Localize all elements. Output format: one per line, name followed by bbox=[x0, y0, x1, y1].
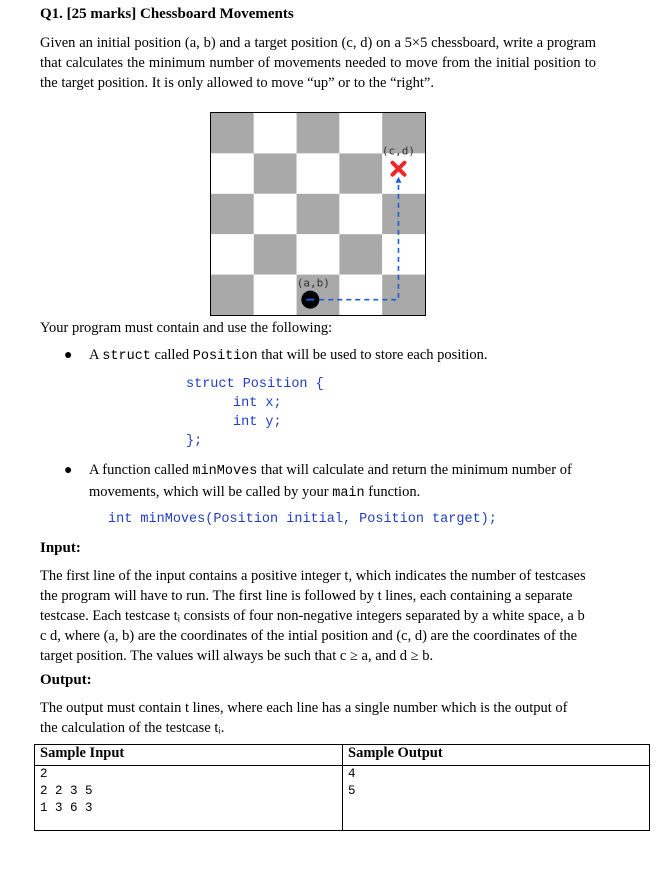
sample-input-cell bbox=[35, 766, 343, 831]
struct-line-1: struct Position { bbox=[186, 377, 324, 392]
bullet-icon: ● bbox=[64, 348, 73, 363]
board-square bbox=[297, 194, 340, 234]
question-intro: Given an initial position (a, b) and a target position (c, d) on a 5×5 chessboard, write a program that calculates the minimum number of movements needed to move from the initial position to the target position. It is only allowed to move “up” or to the “right”. bbox=[40, 35, 596, 91]
sample-output-cell bbox=[343, 766, 650, 831]
sample-table bbox=[34, 744, 650, 831]
sample-input-line: 1 3 6 3 bbox=[40, 801, 93, 815]
board-square bbox=[339, 275, 382, 315]
board-square bbox=[254, 194, 297, 234]
board-square bbox=[254, 113, 297, 153]
board-square bbox=[211, 234, 254, 274]
function-requirement: A function called minMoves that will calculate and return the minimum number of bbox=[89, 462, 572, 479]
board-square bbox=[382, 234, 425, 274]
board-square bbox=[382, 275, 425, 315]
board-square bbox=[254, 234, 297, 274]
board-square bbox=[297, 153, 340, 193]
sample-output-header: Sample Output bbox=[343, 745, 650, 766]
struct-line-3: int y; bbox=[233, 415, 282, 430]
question-title: Q1. [25 marks] Chessboard Movements bbox=[40, 6, 294, 22]
board-square bbox=[297, 113, 340, 153]
board-square bbox=[211, 153, 254, 193]
board-square bbox=[211, 194, 254, 234]
sample-output-line: 4 bbox=[348, 767, 356, 781]
sample-input-header: Sample Input bbox=[35, 745, 343, 766]
board-square bbox=[211, 113, 254, 153]
board-square bbox=[339, 234, 382, 274]
input-description: The first line of the input contains a positive integer t, which indicates the number of testcases the program will have to run. The first line is followed by t lines, each containing a separate testcase. Each testcase tᵢ consists of four non-negative integers separated by a white space, a b c d, where (a, b) are the coordinates of the intial position and (c, d) are the coordinates of the target position. The values will always be such that c ≥ a, and d ≥ b. bbox=[40, 568, 586, 664]
sample-output-line: 5 bbox=[348, 784, 356, 798]
function-requirement-line2: movements, which will be called by your main function. bbox=[89, 484, 421, 501]
struct-requirement: A struct called Position that will be used to store each position. bbox=[89, 347, 488, 364]
sample-input-line: 2 bbox=[40, 767, 48, 781]
output-description: The output must contain t lines, where each line has a single number which is the output of the calculation of the testcase tᵢ. bbox=[40, 700, 568, 736]
function-signature: int minMoves(Position initial, Position target); bbox=[108, 512, 497, 527]
struct-line-4: }; bbox=[186, 434, 203, 449]
start-label: (a,b) bbox=[296, 276, 330, 290]
board-square bbox=[254, 275, 297, 315]
board-square bbox=[211, 275, 254, 315]
board-square bbox=[297, 234, 340, 274]
output-heading: Output: bbox=[40, 672, 92, 688]
board-square bbox=[254, 153, 297, 193]
board-square bbox=[339, 113, 382, 153]
requirements-lead: Your program must contain and use the following: bbox=[40, 320, 333, 336]
bullet-icon: ● bbox=[64, 463, 73, 478]
board-square bbox=[339, 153, 382, 193]
target-label: (c,d) bbox=[381, 144, 416, 158]
board-square bbox=[339, 194, 382, 234]
sample-input-line: 2 2 3 5 bbox=[40, 784, 93, 798]
board-square bbox=[382, 194, 425, 234]
chessboard-diagram bbox=[210, 112, 426, 316]
struct-line-2: int x; bbox=[233, 396, 282, 411]
input-heading: Input: bbox=[40, 540, 81, 556]
